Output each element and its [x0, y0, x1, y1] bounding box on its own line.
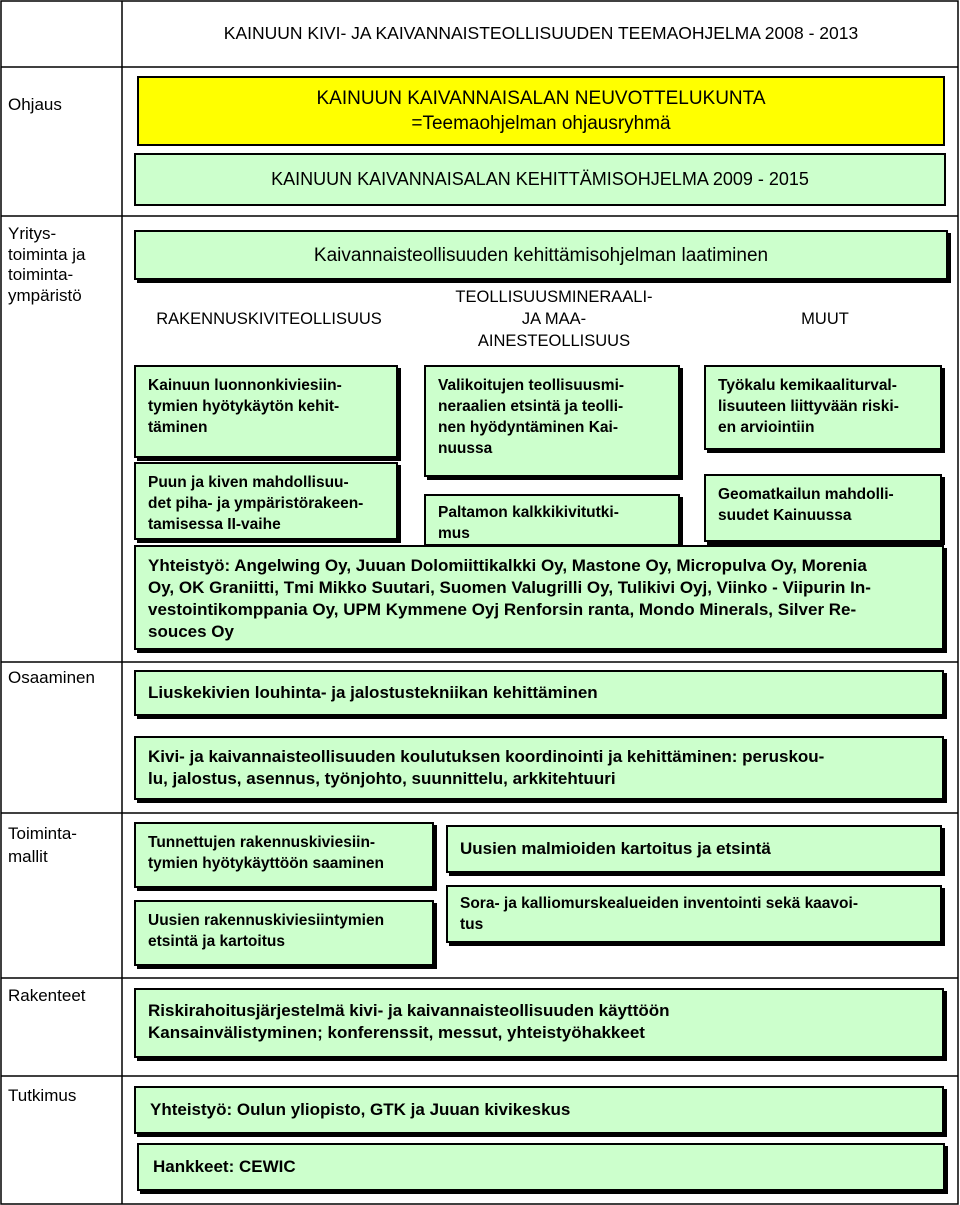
tyokalu-box: Työkalu kemikaaliturval- lisuuteen liittyvään riski- en arviointiin [704, 365, 942, 450]
valikoitujen-box: Valikoitujen teollisuusmi- neraalien etsintä ja teolli- nen hyödyntäminen Kai- nuussa [424, 365, 680, 477]
koulutus-box: Kivi- ja kaivannaisteollisuuden koulutuksen koordinointi ja kehittäminen: peruskou- lu, jalostus, asennus, työnjohto, suunnittelu, arkkitehtuuri [134, 736, 944, 800]
row-label-yritystoiminta: Yritys- toiminta ja toiminta- ympäristö [8, 224, 86, 305]
malmioiden-box: Uusien malmioiden kartoitus ja etsintä [446, 825, 942, 873]
luonnonkivi-box: Kainuun luonnonkiviesiin- tymien hyötykäytön kehit- täminen [134, 365, 398, 458]
neuvottelukunta-box: KAINUUN KAIVANNAISALAN NEUVOTTELUKUNTA =Teemaohjelman ohjausryhmä [137, 76, 945, 146]
uusien-rakennuskivi-box: Uusien rakennuskiviesiintymien etsintä ja kartoitus [134, 900, 434, 966]
row-label-toimintamallit: Toiminta- mallit [8, 824, 77, 866]
geomatkailu-box: Geomatkailun mahdolli- suudet Kainuussa [704, 474, 942, 542]
laatiminen-box: Kaivannaisteollisuuden kehittämisohjelman laatiminen [134, 230, 948, 280]
sora-box: Sora- ja kalliomurskealueiden inventointi sekä kaavoi- tus [446, 885, 942, 943]
row-label-rakenteet: Rakenteet [8, 986, 86, 1005]
row-label-tutkimus: Tutkimus [8, 1086, 77, 1105]
kehittamisohjelma-box: KAINUUN KAIVANNAISALAN KEHITTÄMISOHJELMA 2009 - 2015 [134, 153, 946, 206]
column-heading-rakennuskivi: RAKENNUSKIVITEOLLISUUS [156, 310, 382, 328]
column-heading-muut: MUUT [801, 310, 849, 328]
liuskekivien-box: Liuskekivien louhinta- ja jalostustekniikan kehittäminen [134, 670, 944, 716]
puun-ja-kiven-box: Puun ja kiven mahdollisuu- det piha- ja ympäristörakeen- tamisessa II-vaihe [134, 462, 398, 540]
program-title: KAINUUN KIVI- JA KAIVANNAISTEOLLISUUDEN TEEMAOHJELMA 2008 - 2013 [223, 22, 859, 43]
riskirahoitus-box: Riskirahoitusjärjestelmä kivi- ja kaivannaisteollisuuden käyttöön Kansainvälistyminen; konferenssit, messut, yhteistyöhakkeet [134, 988, 944, 1058]
tutkimus-yhteistyo-box: Yhteistyö: Oulun yliopisto, GTK ja Juuan kivikeskus [134, 1086, 944, 1134]
hankkeet-box: Hankkeet: CEWIC [137, 1143, 945, 1191]
tunnettujen-box: Tunnettujen rakennuskiviesiin- tymien hyötykäyttöön saaminen [134, 822, 434, 888]
paltamon-box: Paltamon kalkkikivitutki- mus [424, 494, 680, 546]
row-label-ohjaus: Ohjaus [8, 95, 62, 114]
row-label-osaaminen: Osaaminen [8, 668, 95, 687]
yhteistyo-yritykset-box: Yhteistyö: Angelwing Oy, Juuan Dolomiittikalkki Oy, Mastone Oy, Micropulva Oy, Morenia Oy, OK Graniitti, Tmi Mikko Suutari, Suomen Valugrilli Oy, Tulikivi Oyj, Viinko - Viipurin In- vestointikomppania Oy, UPM Kymmene Oyj Renforsin ranta, Mondo Minerals, Silver Re- souces Oy [134, 545, 944, 650]
column-heading-teollisuusmineraali: TEOLLISUUSMINERAALI- JA MAA- AINESTEOLLISUUS [455, 288, 653, 350]
